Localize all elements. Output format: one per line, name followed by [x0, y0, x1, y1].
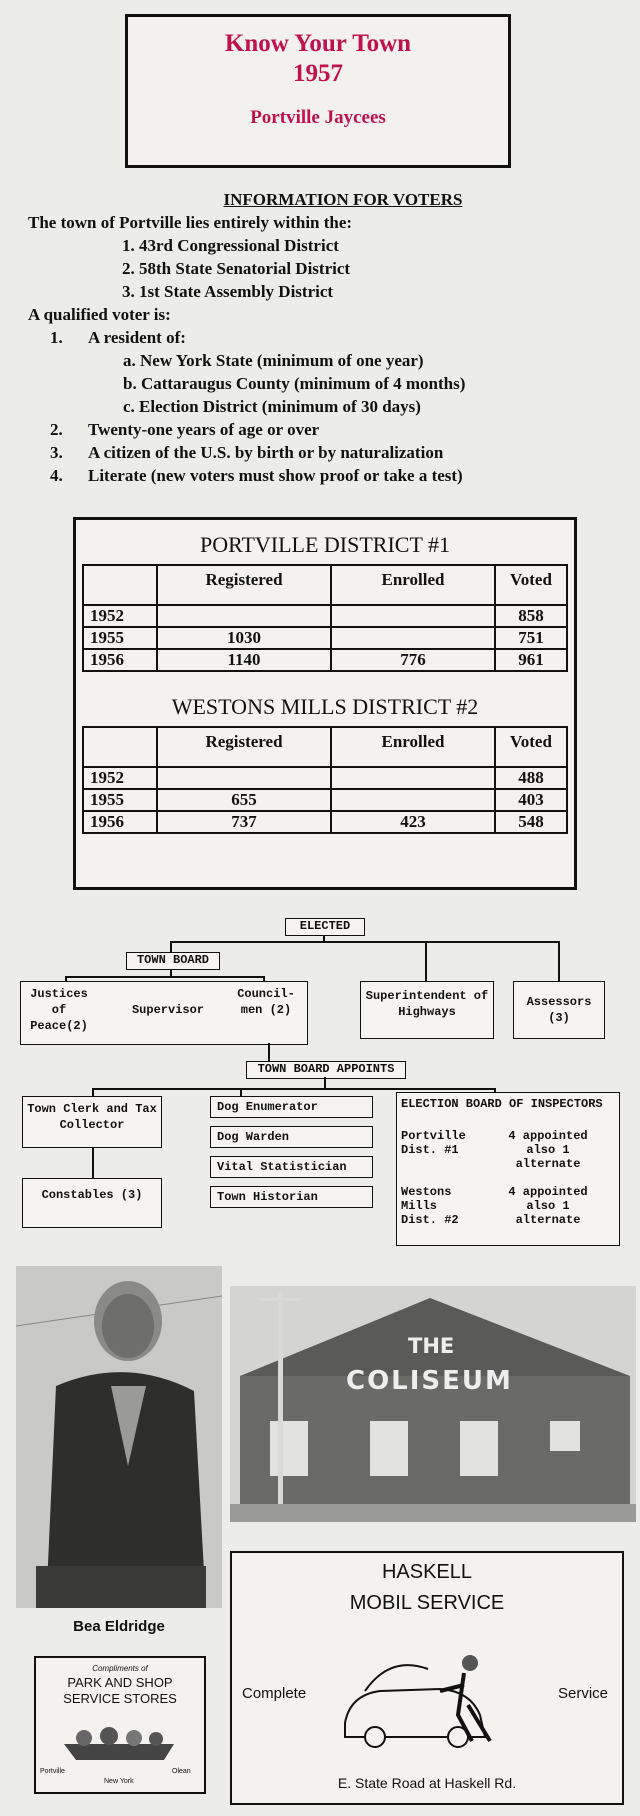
table-cell: 961 [495, 649, 567, 671]
superintendent-box: Superintendent of Highways [360, 981, 494, 1039]
table-row [83, 605, 567, 627]
item-number: 2. [50, 420, 63, 439]
table-cell: 548 [495, 811, 567, 833]
bea-eldridge-photo [16, 1266, 222, 1608]
table-cell [331, 627, 495, 649]
supervisor-label: Supervisor [131, 1003, 204, 1017]
table-cell: 403 [495, 789, 567, 811]
table-title: PORTVILLE DISTRICT #1 [199, 532, 451, 557]
coliseum-sign-line-2: COLISEUM [346, 1366, 513, 1396]
resident-item: a. New York State (minimum of one year) [123, 351, 424, 370]
item-number: 1. [50, 328, 63, 347]
district-table [82, 726, 568, 834]
title-line-2: 1957 [293, 60, 343, 87]
column-header [83, 565, 157, 605]
column-header: Voted [495, 727, 567, 767]
appoints-box: TOWN BOARD APPOINTS [246, 1061, 406, 1079]
resident-item: c. Election District (minimum of 30 days) [123, 397, 421, 416]
qualification-item [28, 464, 618, 487]
table-cell: 751 [495, 627, 567, 649]
dog-warden-box: Dog Warden [210, 1126, 373, 1148]
connector [92, 1088, 496, 1090]
qualification-item [28, 441, 618, 464]
vital-statistician-box: Vital Statistician [210, 1156, 373, 1178]
column-header: Voted [495, 565, 567, 605]
item-number: 3. [50, 443, 63, 462]
ad-town-left: Portville [40, 1768, 65, 1775]
town-historian-box: Town Historian [210, 1186, 373, 1208]
coliseum-photo [230, 1286, 636, 1522]
table-cell: 1955 [83, 789, 157, 811]
resident-item: b. Cattaraugus County (minimum of 4 months) [123, 374, 466, 393]
compliments-text: Compliments of [92, 1664, 148, 1673]
column-header: Registered [157, 727, 331, 767]
connector [170, 941, 560, 943]
haskell-name-1: HASKELL [381, 1561, 473, 1583]
connector [92, 1088, 94, 1096]
table-cell: 858 [495, 605, 567, 627]
grocery-basket-icon [54, 1726, 184, 1764]
councilmen-label: Council- men (2) [237, 987, 295, 1017]
westons-mills-inspectors: 4 appointed also 1 alternate [508, 1185, 588, 1227]
item-text: A resident of: [88, 328, 186, 347]
elected-box: ELECTED [285, 918, 365, 936]
column-header [83, 727, 157, 767]
table-cell: 488 [495, 767, 567, 789]
column-header: Registered [157, 565, 331, 605]
connector [268, 1043, 270, 1061]
coliseum-sign-line-1: THE [408, 1334, 455, 1358]
district-item: 3. 1st State Assembly District [122, 282, 334, 301]
portville-district: Portville Dist. #1 [401, 1129, 466, 1157]
town-board-box: TOWN BOARD [126, 952, 220, 970]
qualified-heading: A qualified voter is: [28, 305, 171, 324]
haskell-service: Service [558, 1685, 609, 1702]
voter-heading: INFORMATION FOR VOTERS [223, 190, 463, 209]
item-number: 4. [50, 466, 63, 485]
ad-town-right: Olean [172, 1768, 191, 1775]
table-row [83, 811, 567, 833]
table-row [83, 649, 567, 671]
election-board-title: ELECTION BOARD OF INSPECTORS [401, 1097, 603, 1111]
district-table [82, 564, 568, 672]
haskell-address: E. State Road at Haskell Rd. [337, 1775, 517, 1791]
qualification-item [28, 418, 618, 441]
qualification-item [28, 326, 618, 349]
table-cell [331, 605, 495, 627]
table-row [83, 767, 567, 789]
item-text: Twenty-one years of age or over [88, 420, 320, 439]
voter-intro: The town of Portville lies entirely within the: [28, 213, 353, 232]
park-and-shop-ad [34, 1656, 206, 1794]
table-cell: 1955 [83, 627, 157, 649]
table-cell: 1956 [83, 811, 157, 833]
district-tables [73, 517, 577, 890]
table-cell: 1140 [157, 649, 331, 671]
dog-enumerator-box: Dog Enumerator [210, 1096, 373, 1118]
election-board-box [396, 1092, 620, 1246]
voter-info [28, 188, 618, 487]
portville-inspectors: 4 appointed also 1 alternate [508, 1129, 588, 1171]
column-header: Enrolled [331, 727, 495, 767]
clerk-box: Town Clerk and Tax Collector [22, 1096, 162, 1148]
coliseum-illustration [230, 1286, 636, 1522]
table-cell: 1952 [83, 767, 157, 789]
park-and-shop-name: PARK AND SHOP SERVICE STORES [63, 1675, 177, 1706]
connector [170, 941, 172, 952]
westons-mills-district: Westons Mills Dist. #2 [401, 1185, 459, 1227]
table-row [83, 789, 567, 811]
table-cell: 1956 [83, 649, 157, 671]
ad-town-center: New York [104, 1778, 134, 1785]
table-cell: 737 [157, 811, 331, 833]
item-text: A citizen of the U.S. by birth or by naturalization [88, 443, 444, 462]
subtitle: Portville Jaycees [250, 107, 386, 128]
person-illustration [16, 1266, 222, 1608]
title-box [125, 14, 511, 168]
table-cell: 1030 [157, 627, 331, 649]
connector [65, 976, 265, 978]
column-header: Enrolled [331, 565, 495, 605]
haskell-mobil-ad [230, 1551, 624, 1805]
connector [92, 1148, 94, 1178]
table-cell: 776 [331, 649, 495, 671]
district-item: 1. 43rd Congressional District [122, 236, 339, 255]
item-text: Literate (new voters must show proof or take a test) [88, 466, 463, 485]
haskell-complete: Complete [242, 1685, 307, 1702]
photo-caption: Bea Eldridge [73, 1618, 165, 1635]
table-cell [157, 767, 331, 789]
haskell-name-2: MOBIL SERVICE [349, 1592, 505, 1614]
connector [425, 941, 427, 981]
car-mechanic-icon [340, 1645, 510, 1749]
constables-box: Constables (3) [22, 1178, 162, 1228]
table-cell [157, 605, 331, 627]
table-cell: 655 [157, 789, 331, 811]
title-line-1: Know Your Town [224, 30, 412, 57]
table-row [83, 627, 567, 649]
table-title: WESTONS MILLS DISTRICT #2 [171, 694, 479, 719]
assessors-box: Assessors (3) [513, 981, 605, 1039]
table-cell [331, 789, 495, 811]
justices-label: Justices of Peace(2) [30, 987, 88, 1033]
table-cell: 423 [331, 811, 495, 833]
table-cell [331, 767, 495, 789]
table-cell: 1952 [83, 605, 157, 627]
connector [240, 1088, 242, 1096]
district-item: 2. 58th State Senatorial District [122, 259, 351, 278]
connector [558, 941, 560, 981]
